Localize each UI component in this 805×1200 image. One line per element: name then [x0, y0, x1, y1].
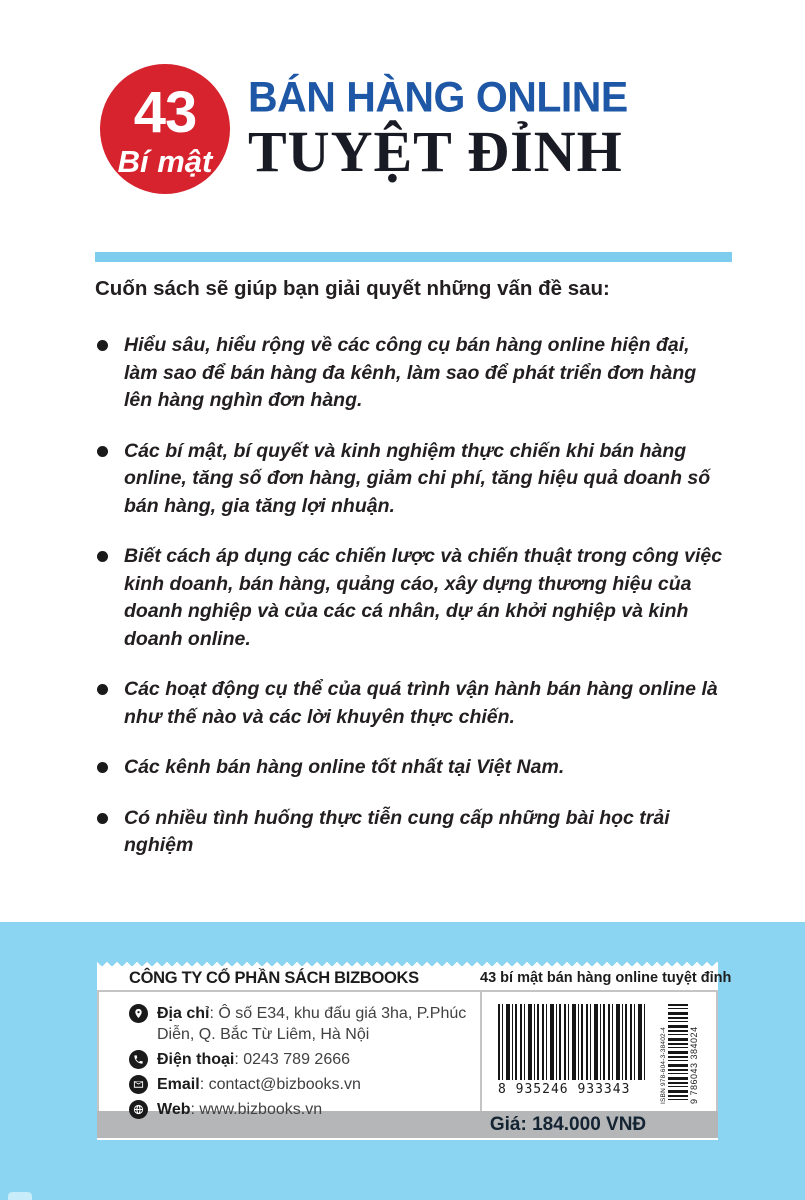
phone-icon	[129, 1050, 148, 1069]
company-name: CÔNG TY CỔ PHẦN SÁCH BIZBOOKS	[129, 968, 419, 987]
bullet-text: Các bí mật, bí quyết và kinh nghiệm thực chiến khi bán hàng online, tăng số đơn hàng, giảm chi phí, tăng hiệu quả doanh số bán hàng, gia tăng lợi nhuận.	[124, 439, 711, 517]
list-item	[95, 543, 727, 653]
barcode-bars	[498, 1004, 646, 1080]
bullet-text: Các kênh bán hàng online tốt nhất tại Việt Nam.	[124, 756, 565, 778]
contact-text	[157, 1099, 474, 1120]
bullet-text: Hiểu sâu, hiểu rộng về các công cụ bán hàng online hiện đại, làm sao để bán hàng đa kênh, làm sao để phát triển đơn hàng lên hàng nghìn đơn hàng.	[124, 334, 697, 411]
contact-value: 0243 789 2666	[243, 1051, 351, 1068]
contact-row-address	[129, 1003, 474, 1045]
contact-value: www.bizbooks.vn	[199, 1101, 323, 1118]
bullet-text: Có nhiều tình huống thực tiễn cung cấp những bài học trải nghiệm	[124, 806, 670, 856]
bullet-icon	[97, 813, 108, 824]
contact-colon: :	[234, 1051, 244, 1068]
barcode-digits: 8 935246 933343	[498, 1082, 631, 1097]
bullet-text: Các hoạt động cụ thể của quá trình vận hành bán hàng online là như thế nào và các lời khuyên thực chiến.	[124, 678, 718, 728]
contact-text	[157, 1049, 474, 1070]
contact-label: Web	[157, 1101, 191, 1118]
isbn-digits: 9 786043 384024	[689, 1026, 699, 1104]
contact-value: contact@bizbooks.vn	[208, 1076, 361, 1093]
isbn-barcode	[660, 1004, 699, 1104]
book-title	[248, 72, 628, 184]
divider-bar	[95, 252, 732, 262]
badge-label: Bí mật	[117, 143, 213, 179]
location-pin-icon	[129, 1004, 148, 1023]
contact-label: Email	[157, 1076, 200, 1093]
contact-label: Địa chỉ	[157, 1005, 210, 1022]
contact-row-email	[129, 1074, 474, 1095]
book-title-line2: TUYỆT ĐỈNH	[248, 119, 623, 184]
bullet-icon	[97, 551, 108, 562]
contact-colon: :	[190, 1101, 200, 1118]
book-title-line1: BÁN HÀNG ONLINE	[248, 72, 628, 122]
publisher-card-content	[97, 992, 718, 1118]
contact-row-web	[129, 1099, 474, 1120]
contact-value: Ô số E34, khu đấu giá 3ha, P.Phúc Diễn, Q. Bắc Từ Liêm, Hà Nội	[157, 1005, 467, 1043]
badge-circle	[100, 64, 230, 194]
intro-heading: Cuốn sách sẽ giúp bạn giải quyết những vấn đề sau:	[95, 277, 610, 300]
ean-barcode	[498, 1004, 646, 1111]
email-icon	[129, 1075, 148, 1094]
contact-list	[99, 992, 480, 1118]
list-item	[95, 676, 727, 731]
list-item	[95, 438, 727, 521]
globe-icon	[129, 1100, 148, 1119]
contact-colon: :	[209, 1005, 219, 1022]
contact-row-phone	[129, 1049, 474, 1070]
bullet-icon	[97, 684, 108, 695]
bullet-list	[95, 332, 727, 883]
isbn-label: ISBN 978-604-3-38402-4	[660, 1026, 667, 1104]
bullet-icon	[97, 340, 108, 351]
price-text: Giá: 184.000 VNĐ	[489, 1113, 647, 1135]
list-item	[95, 754, 727, 782]
contact-colon: :	[199, 1076, 209, 1093]
bullet-icon	[97, 446, 108, 457]
perforation-edge	[97, 960, 718, 966]
publisher-card	[97, 966, 732, 1140]
corner-tab	[8, 1192, 32, 1200]
contact-text	[157, 1003, 474, 1045]
book-title-small: 43 bí mật bán hàng online tuyệt đỉnh	[480, 970, 732, 986]
contact-text	[157, 1074, 474, 1095]
list-item	[95, 332, 727, 415]
isbn-barcode-bars	[668, 1004, 688, 1100]
list-item	[95, 805, 727, 860]
publisher-card-header	[97, 966, 732, 992]
barcode-area	[480, 992, 716, 1111]
bullet-icon	[97, 762, 108, 773]
bullet-text: Biết cách áp dụng các chiến lược và chiến thuật trong công việc kinh doanh, bán hàng, quảng cáo, xây dựng thương hiệu của doanh nghiệp và của các cá nhân, dự án khởi nghiệp và kinh doanh online.	[124, 545, 723, 650]
badge-number: 43	[133, 79, 197, 145]
contact-label: Điện thoại	[157, 1051, 235, 1068]
